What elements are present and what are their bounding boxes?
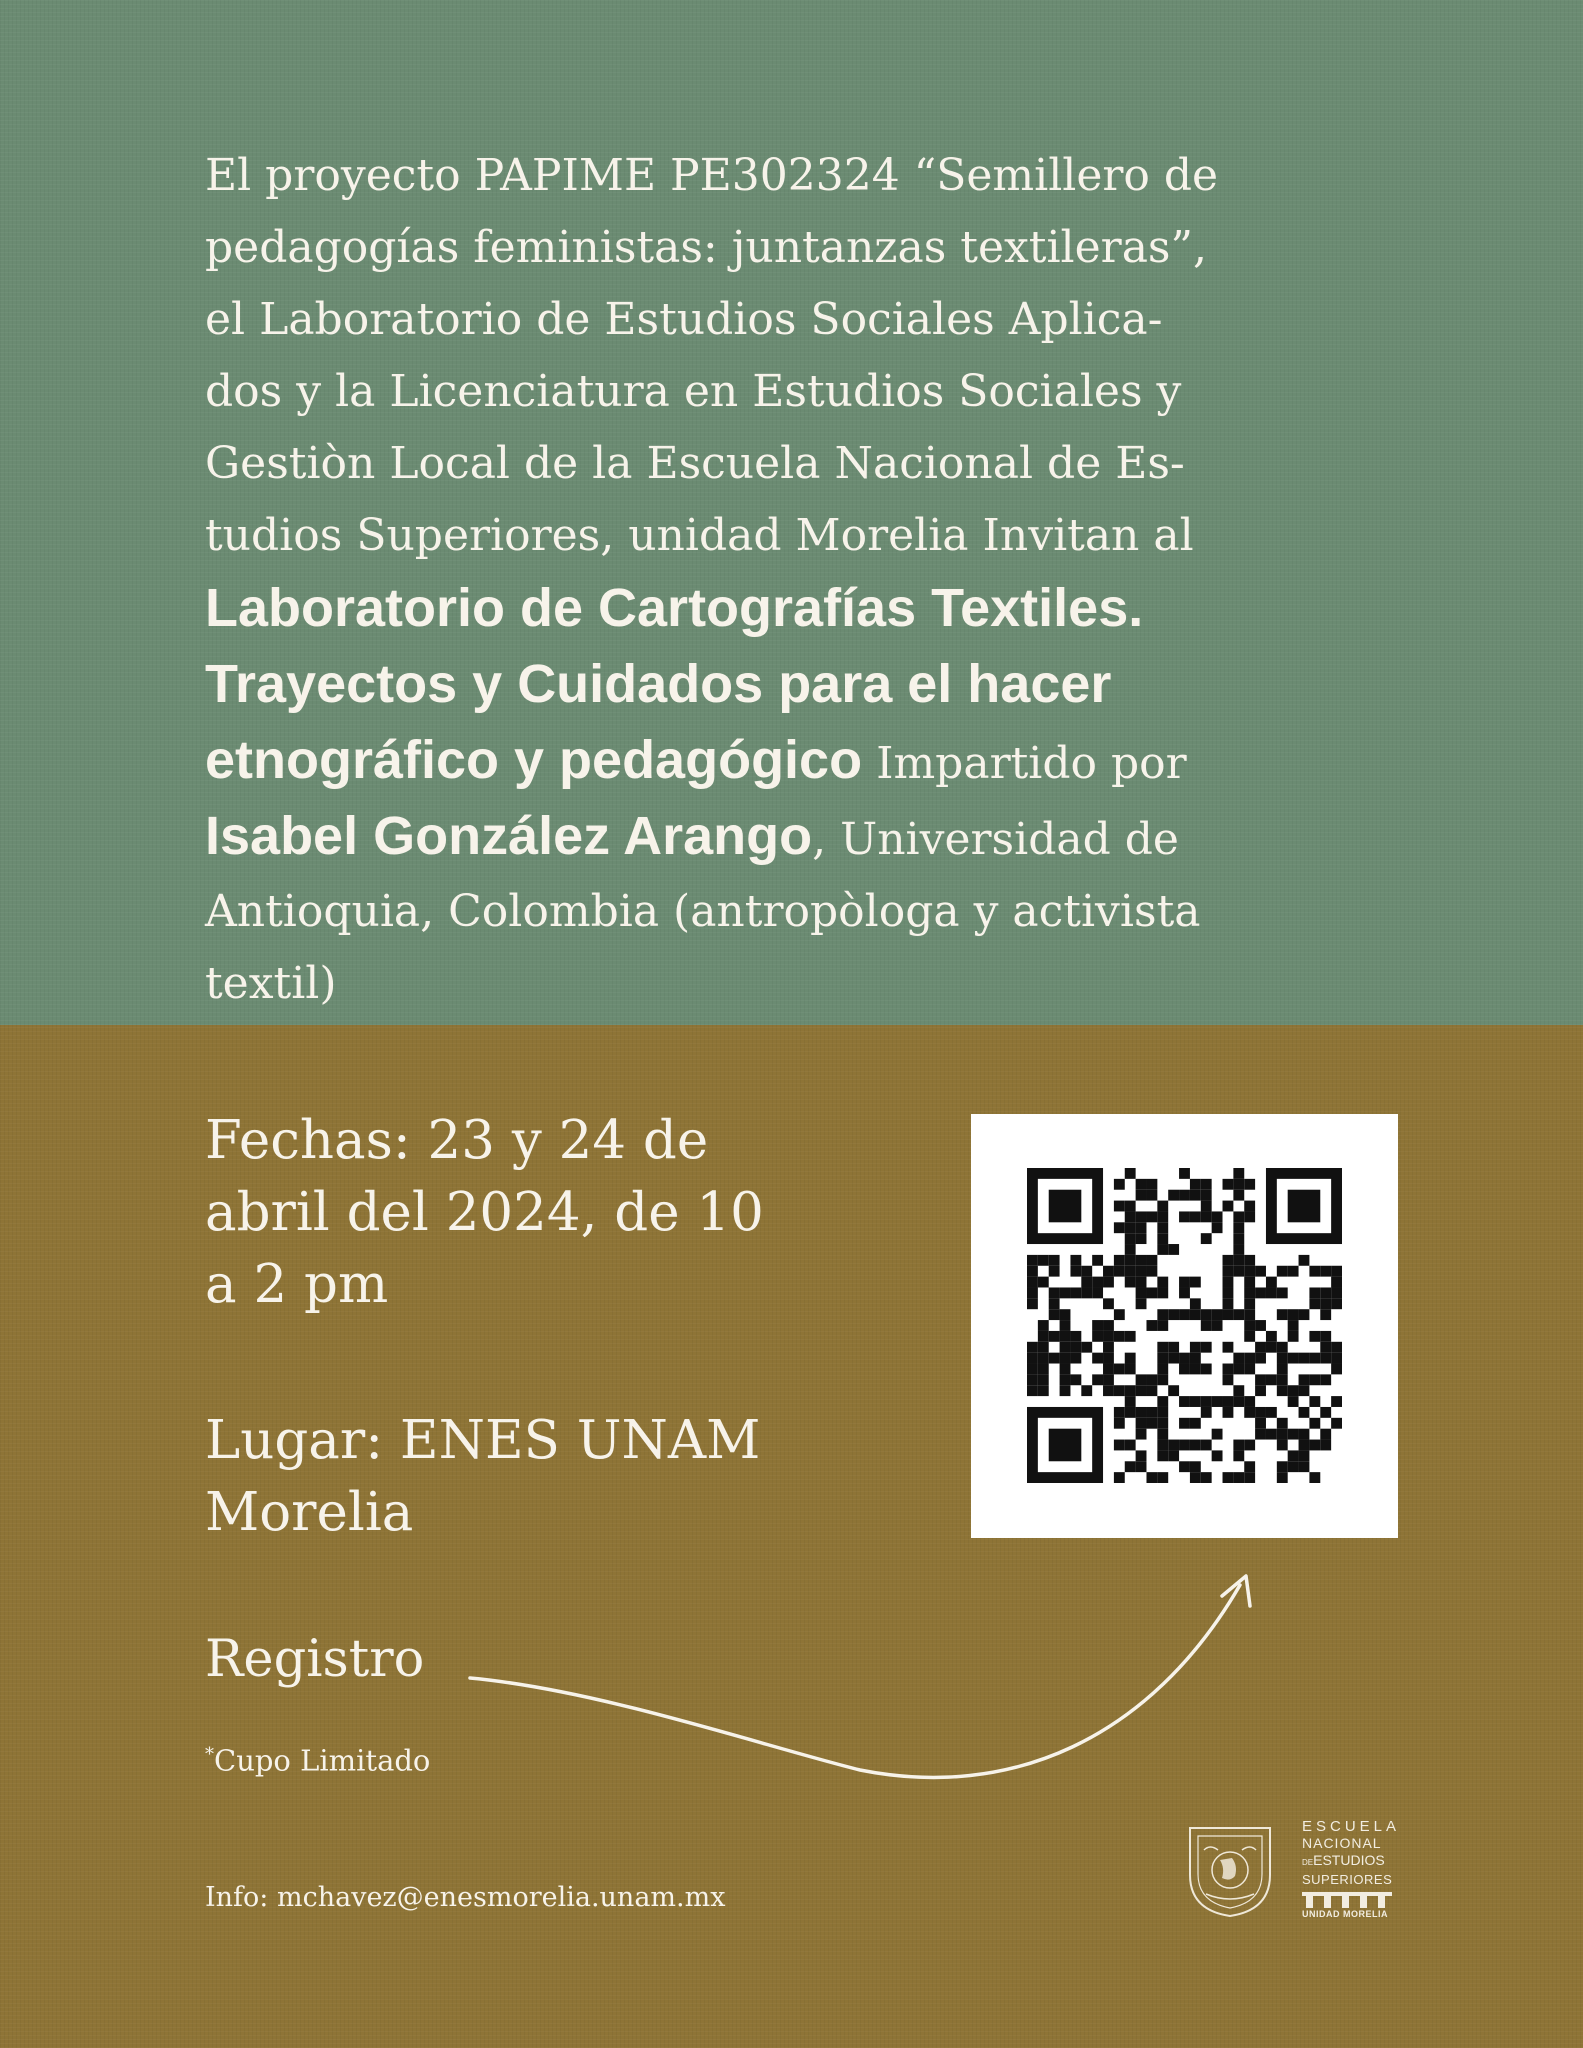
workshop-title: Laboratorio de Cartografías Textiles.: [205, 578, 1144, 638]
dates-line: abril del 2024, de 10: [205, 1182, 764, 1243]
asterisk: *: [205, 1744, 214, 1765]
event-dates: [205, 1105, 764, 1321]
speaker-name: Isabel González Arango: [205, 806, 813, 866]
intro-line: dos y la Licenciatura en Estudios Sociales y: [205, 366, 1182, 417]
logo-text: ESTUDIOS: [1313, 1852, 1385, 1868]
logo-text: NACIONAL: [1302, 1835, 1382, 1851]
intro-line: Gestiòn Local de la Escuela Nacional de Es-: [205, 438, 1185, 489]
intro-line: pedagogías feministas: juntanzas textileras”,: [205, 222, 1207, 273]
unam-seal-icon: [1180, 1820, 1280, 1920]
dates-line: Fechas: 23 y 24 de: [205, 1110, 709, 1171]
event-location: [205, 1405, 760, 1549]
logo-text: SUPERIORES: [1302, 1872, 1393, 1887]
intro-line: el Laboratorio de Estudios Sociales Aplica-: [205, 294, 1163, 345]
workshop-title: Trayectos y Cuidados para el hacer: [205, 654, 1112, 714]
qr-code[interactable]: [971, 1114, 1398, 1538]
registration-label[interactable]: Registro: [205, 1630, 425, 1689]
qr-code-icon: [1027, 1168, 1342, 1483]
enes-logo: [1302, 1818, 1452, 1920]
logo-text: [1302, 1852, 1452, 1871]
speaker-affiliation: , Universidad de: [812, 814, 1179, 865]
enes-mark-icon: [1302, 1892, 1392, 1908]
dates-line: a 2 pm: [205, 1254, 389, 1315]
logo-text: UNIDAD MORELIA: [1302, 1909, 1388, 1919]
limited-capacity-text: Cupo Limitado: [214, 1743, 431, 1778]
intro-line: tudios Superiores, unidad Morelia Invitan al: [205, 510, 1194, 561]
intro-line: Antioquia, Colombia (antropòloga y activista: [205, 886, 1201, 937]
workshop-title: etnográfico y pedagógico: [205, 730, 863, 790]
imparted-by-label: Impartido por: [862, 738, 1187, 789]
limited-capacity-note: [205, 1735, 430, 1781]
location-line: Lugar: ENES UNAM: [205, 1410, 761, 1471]
intro-line: textil): [205, 958, 337, 1009]
contact-email[interactable]: Info: mchavez@enesmorelia.unam.mx: [205, 1882, 726, 1913]
logo-text: DE: [1302, 1858, 1314, 1867]
logo-text: ESCUELA: [1302, 1818, 1401, 1835]
intro-paragraph: [205, 140, 1405, 1020]
location-line: Morelia: [205, 1482, 414, 1543]
intro-line: El proyecto PAPIME PE302324 “Semillero de: [205, 150, 1219, 201]
